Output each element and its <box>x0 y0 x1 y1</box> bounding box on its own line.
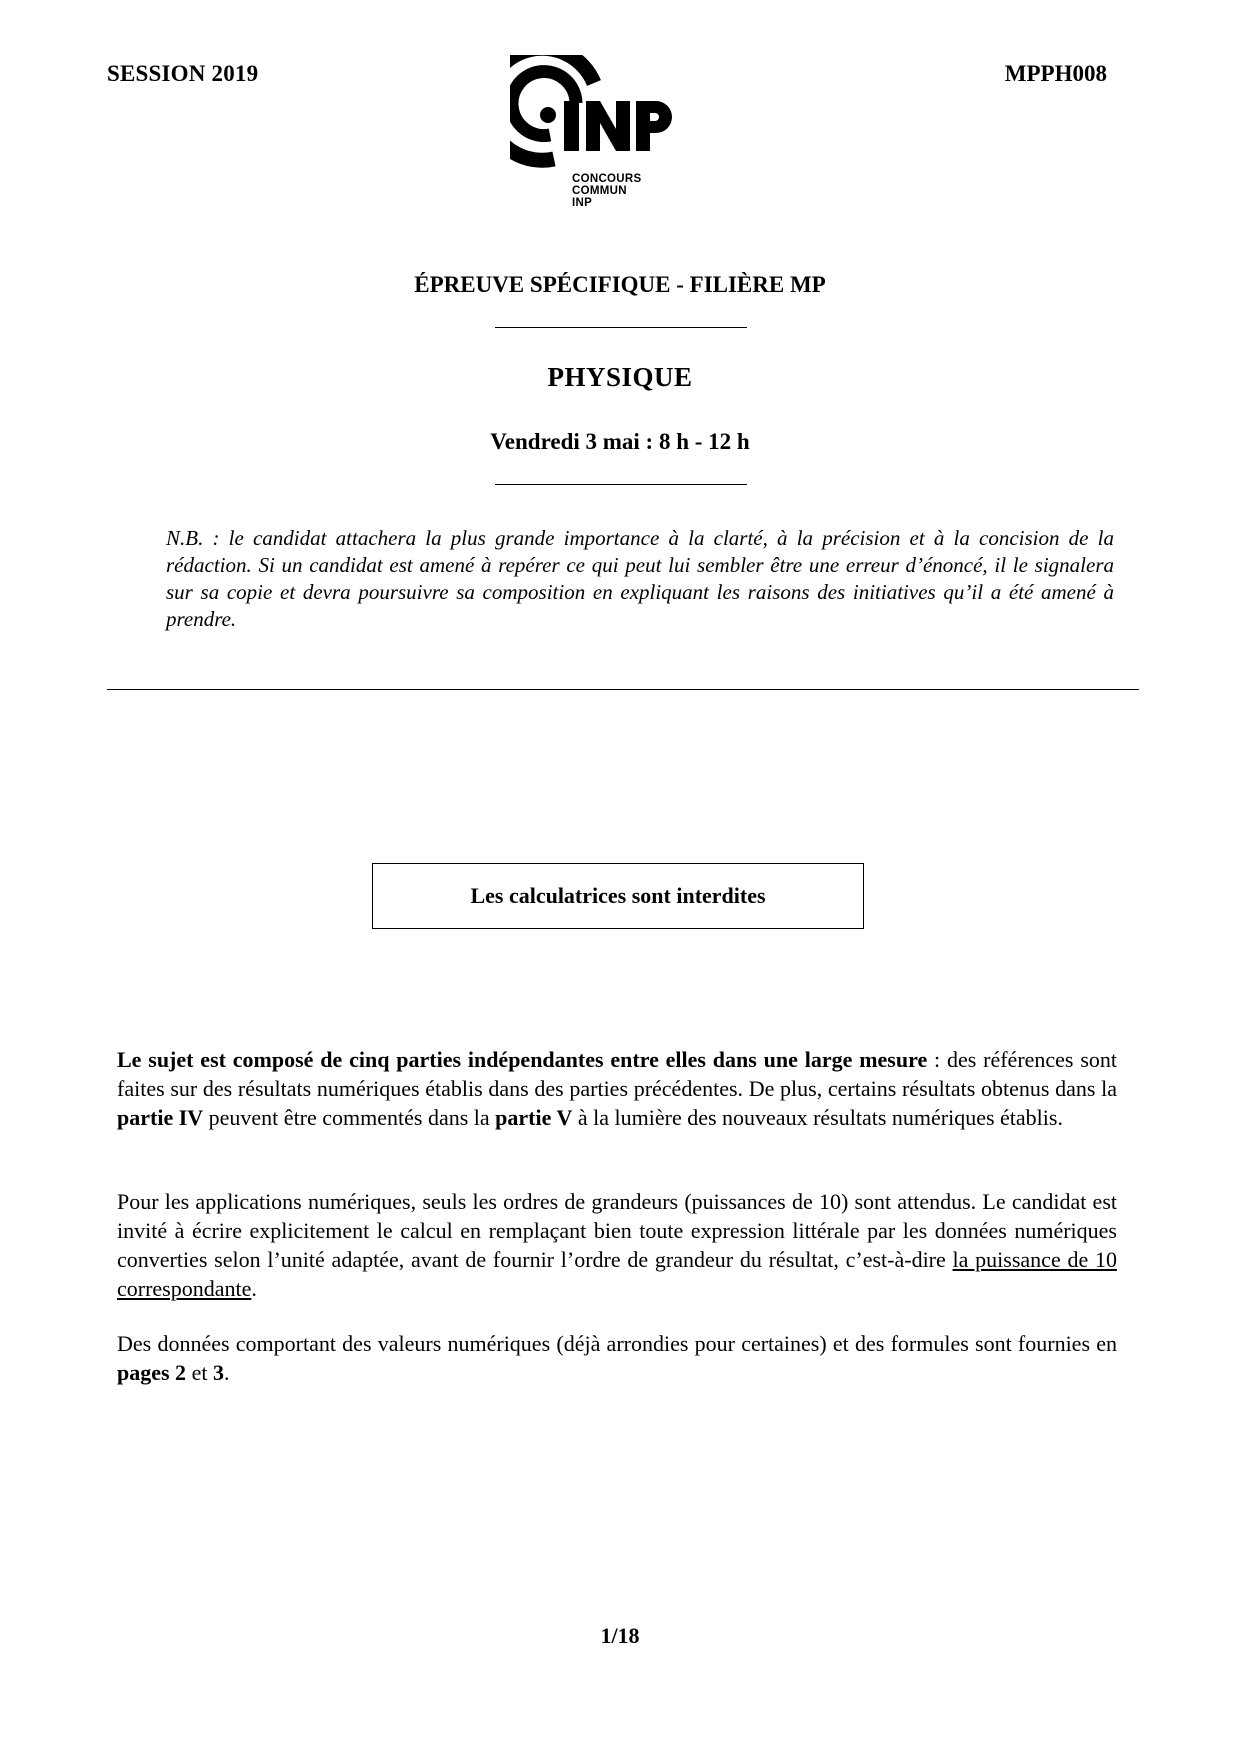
p1-text-b: peuvent être commentés dans la <box>203 1105 496 1130</box>
p1-bold-intro: Le sujet est composé de cinq parties indépendantes entre elles dans une large mesure <box>117 1047 928 1072</box>
p1-text-c: à la lumière des nouveaux résultats numériques établis. <box>572 1105 1063 1130</box>
p3-bold-3: 3 <box>212 1360 224 1385</box>
paragraph-data-pages <box>117 1329 1117 1387</box>
logo-line-concours: CONCOURS <box>572 173 642 185</box>
calculator-notice: Les calculatrices sont interdites <box>470 883 766 908</box>
paragraph-structure <box>117 1045 1117 1132</box>
section-divider <box>107 689 1139 690</box>
logo-line-inp: INP <box>572 197 593 209</box>
logo-caption <box>572 173 642 209</box>
page-number: 1/18 <box>600 1623 640 1648</box>
p1-bold-part5: partie V <box>495 1105 573 1130</box>
calculator-notice-box <box>372 863 864 929</box>
exam-code: MPPH008 <box>1004 61 1107 86</box>
inp-logo <box>510 55 710 215</box>
p3-bold-pages: pages 2 <box>117 1360 187 1385</box>
p3-text-b: et <box>186 1360 213 1385</box>
subject-title: PHYSIQUE <box>547 362 693 392</box>
p3-text-a: Des données comportant des valeurs numériques (déjà arrondies pour certaines) et des formules sont fournies en <box>117 1331 1117 1356</box>
date-divider <box>495 484 747 485</box>
p1-text-a: : des références sont faites sur des résultats numériques établis dans des parties précédentes. De plus, certains résultats obtenus dans la <box>117 1047 1117 1101</box>
paragraph-numerical-applications <box>117 1187 1117 1303</box>
inp-logo-mark <box>510 55 710 175</box>
p1-bold-part4: partie IV <box>117 1105 204 1130</box>
p3-text-c: . <box>223 1360 230 1385</box>
logo-line-commun: COMMUN <box>572 185 627 197</box>
p2-underlined: la puissance de 10 correspondante <box>117 1247 1117 1301</box>
session-label: SESSION 2019 <box>107 61 259 86</box>
nb-instructions: N.B. : le candidat attachera la plus grande importance à la clarté, à la précision et à la concision de la rédaction. Si un candidat est amené à repérer ce qui peut lui sembler être une erreur d’énoncé, il le signalera sur sa copie et devra poursuivre sa composition en expliquant les raisons des initiatives qu’il a été amené à prendre. <box>166 526 1114 631</box>
exam-heading: ÉPREUVE SPÉCIFIQUE - FILIÈRE MP <box>414 272 826 297</box>
p2-text-b: . <box>251 1276 257 1301</box>
exam-date: Vendredi 3 mai : 8 h - 12 h <box>490 429 750 454</box>
heading-divider <box>495 327 747 328</box>
p2-text-a: Pour les applications numériques, seuls les ordres de grandeurs (puissances de 10) sont attendus. Le candidat est invité à écrire explicitement le calcul en remplaçant bien toute expression littérale par les données numériques converties selon l’unité adaptée, avant de fournir l’ordre de grandeur du résultat, c’est-à-dire <box>117 1189 1117 1272</box>
